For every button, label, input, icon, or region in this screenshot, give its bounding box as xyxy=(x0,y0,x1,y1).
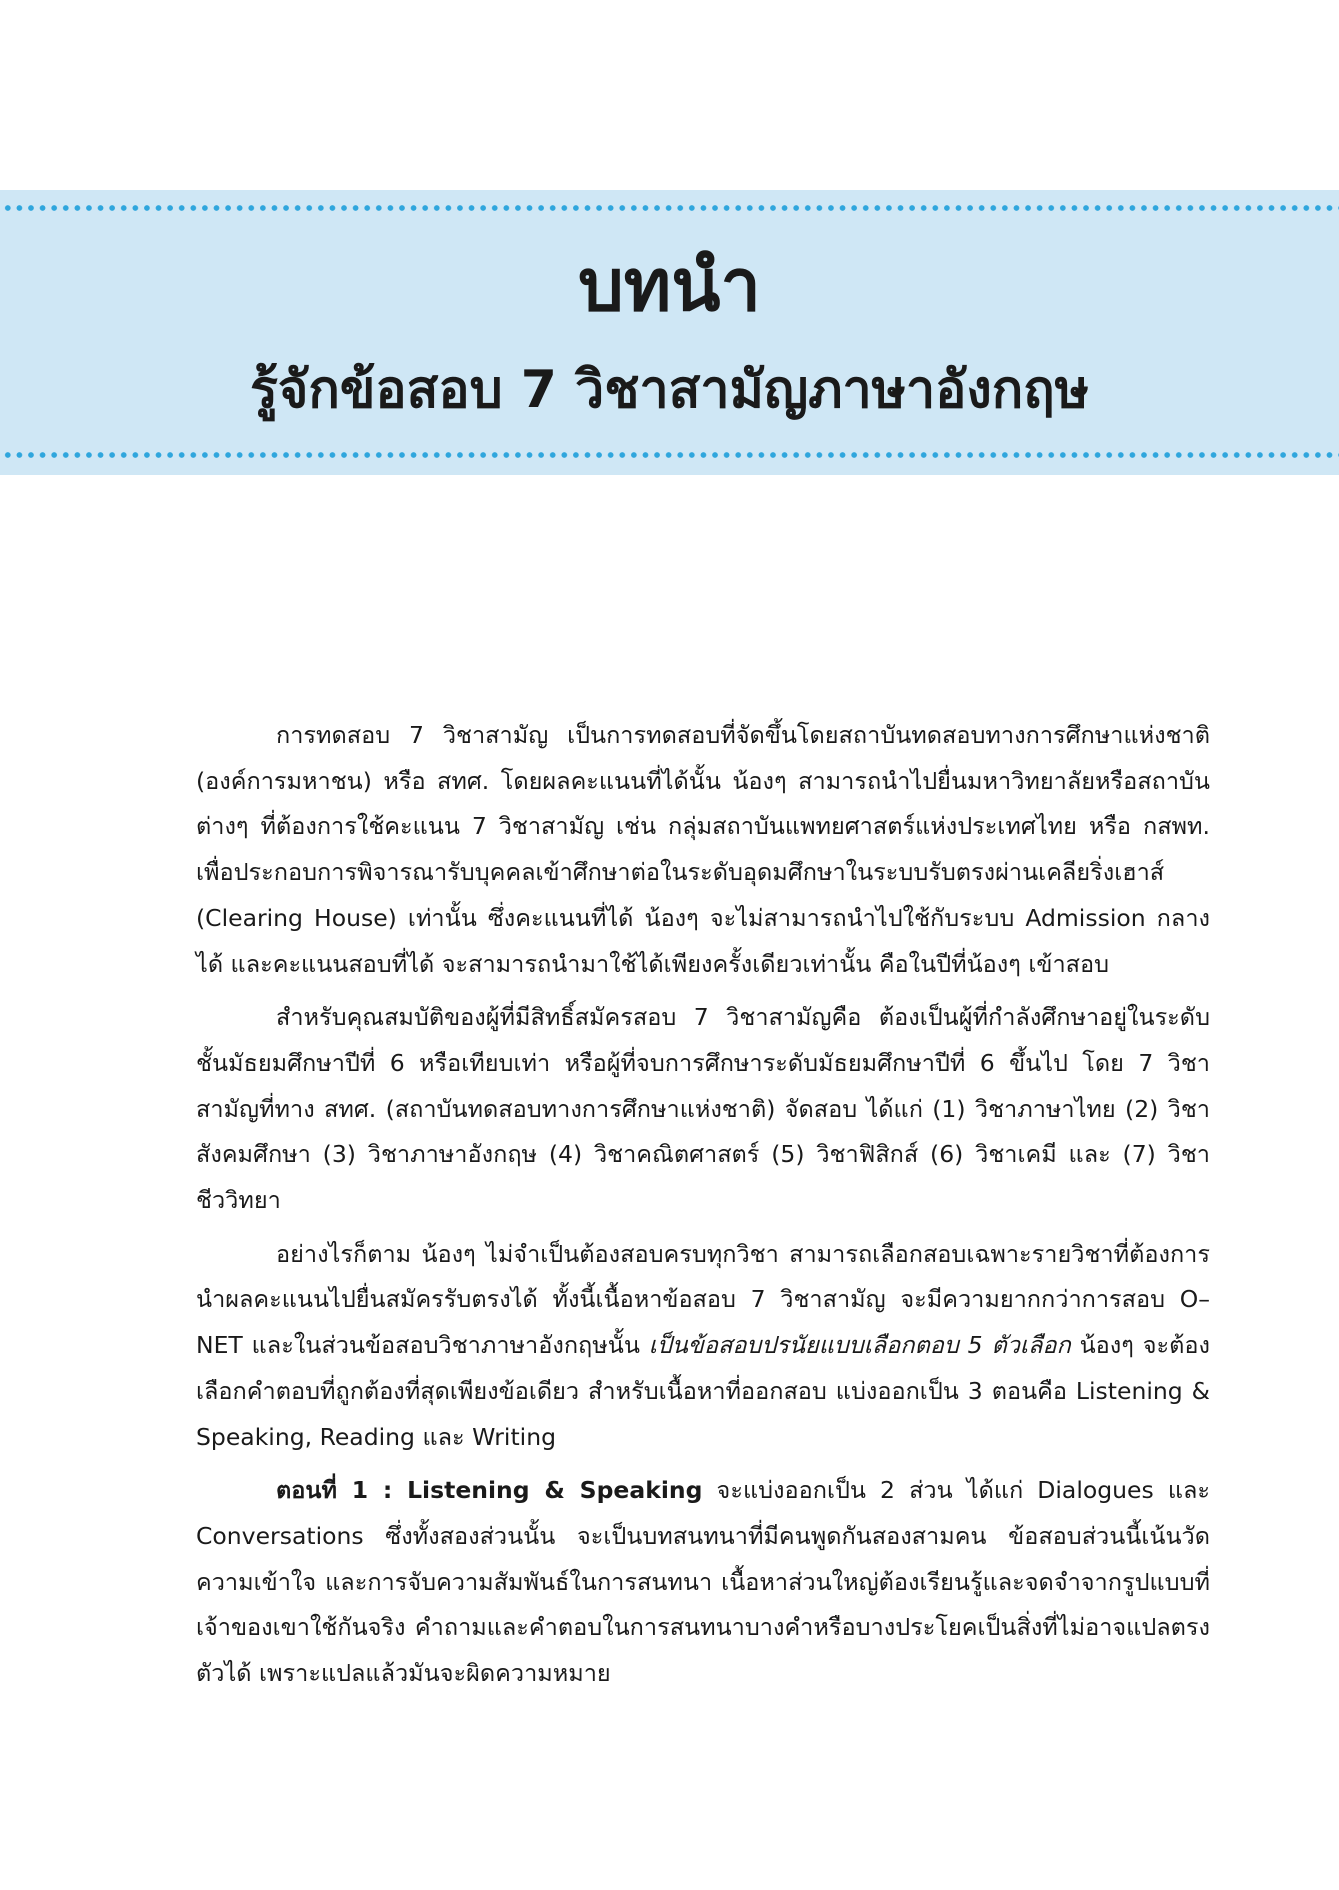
dotted-divider-bottom xyxy=(0,452,1339,458)
part-1-heading: ตอนที่ 1 : Listening & Speaking xyxy=(276,1476,703,1505)
dotted-divider-top xyxy=(0,205,1339,211)
paragraph-part-1 xyxy=(196,1468,1210,1697)
exam-format-text: อย่างไรก็ตาม น้องๆ ไม่จำเป็นต้องสอบครบทุกวิชา สามารถเลือกสอบเฉพาะรายวิชาที่ต้องการนำผลคะแนนไปยื่นสมัครรับตรงได้ ทั้งนี้เนื้อหาข้อสอบ 7 วิชาสามัญ จะมีความยากกว่าการสอบ O–NET และในส่วนข้อสอบวิชาภาษาอังกฤษนั้น xyxy=(196,1239,1210,1360)
body-text xyxy=(196,713,1210,1705)
paragraph-intro: การทดสอบ 7 วิชาสามัญ เป็นการทดสอบที่จัดขึ้นโดยสถาบันทดสอบทางการศึกษาแห่งชาติ (องค์การมหาชน) หรือ สทศ. โดยผลคะแนนที่ได้นั้น น้องๆ สามารถนำไปยื่นมหาวิทยาลัยหรือสถาบันต่างๆ ที่ต้องการใช้คะแนน 7 วิชาสามัญ เช่น กลุ่มสถาบันแพทยศาสตร์แห่งประเทศไทย หรือ กสพท. เพื่อประกอบการพิจารณารับบุคคลเข้าศึกษาต่อในระดับอุดมศึกษาในระบบรับตรงผ่านเคลียริ่งเฮาส์ (Clearing House) เท่านั้น ซึ่งคะแนนที่ได้ น้องๆ จะไม่สามารถนำไปใช้กับระบบ Admission กลางได้ และคะแนนสอบที่ได้ จะสามารถนำมาใช้ได้เพียงครั้งเดียวเท่านั้น คือในปีที่น้องๆ เข้าสอบ xyxy=(196,721,1210,978)
chapter-subtitle: รู้จักข้อสอบ 7 วิชาสามัญภาษาอังกฤษ xyxy=(249,360,1090,420)
paragraph-eligibility: สำหรับคุณสมบัติของผู้ที่มีสิทธิ์สมัครสอบ 7 วิชาสามัญคือ ต้องเป็นผู้ที่กำลังศึกษาอยู่ในระดับชั้นมัธยมศึกษาปีที่ 6 หรือเทียบเท่า หรือผู้ที่จบการศึกษาระดับมัธยมศึกษาปีที่ 6 ขึ้นไป โดย 7 วิชาสามัญที่ทาง สทศ. (สถาบันทดสอบทางการศึกษาแห่งชาติ) จัดสอบ ได้แก่ (1) วิชาภาษาไทย (2) วิชาสังคมศึกษา (3) วิชาภาษาอังกฤษ (4) วิชาคณิตศาสตร์ (5) วิชาฟิสิกส์ (6) วิชาเคมี และ (7) วิชาชีววิทยา xyxy=(196,1003,1210,1215)
part-1-text: จะแบ่งออกเป็น 2 ส่วน ได้แก่ Dialogues และ Conversations ซึ่งทั้งสองส่วนนั้น จะเป็นบทสนทนาที่มีคนพูดกันสองสามคน ข้อสอบส่วนนี้เน้นวัดความเข้าใจ และการจับความสัมพันธ์ในการสนทนา เนื้อหาส่วนใหญ่ต้องเรียนรู้และจดจำจากรูปแบบที่เจ้าของเขาใช้กันจริง คำถามและคำตอบในการสนทนาบางคำหรือบางประโยคเป็นสิ่งที่ไม่อาจแปลตรงตัวได้ เพราะแปลแล้วมันจะผิดความหมาย xyxy=(196,1476,1211,1688)
paragraph-exam-format xyxy=(196,1232,1210,1461)
exam-format-text-cont: น้องๆ จะต้องเลือกคำตอบที่ถูกต้องที่สุดเพียงข้อเดียว สำหรับเนื้อหาที่ออกสอบ แบ่งออกเป็น 3 ตอนคือ Listening & Speaking, Reading และ Writing xyxy=(196,1331,1210,1451)
exam-format-emphasis: เป็นข้อสอบปรนัยแบบเลือกตอบ 5 ตัวเลือก xyxy=(648,1331,1071,1360)
chapter-header-band xyxy=(0,190,1339,475)
chapter-title: บทนำ xyxy=(578,243,761,327)
